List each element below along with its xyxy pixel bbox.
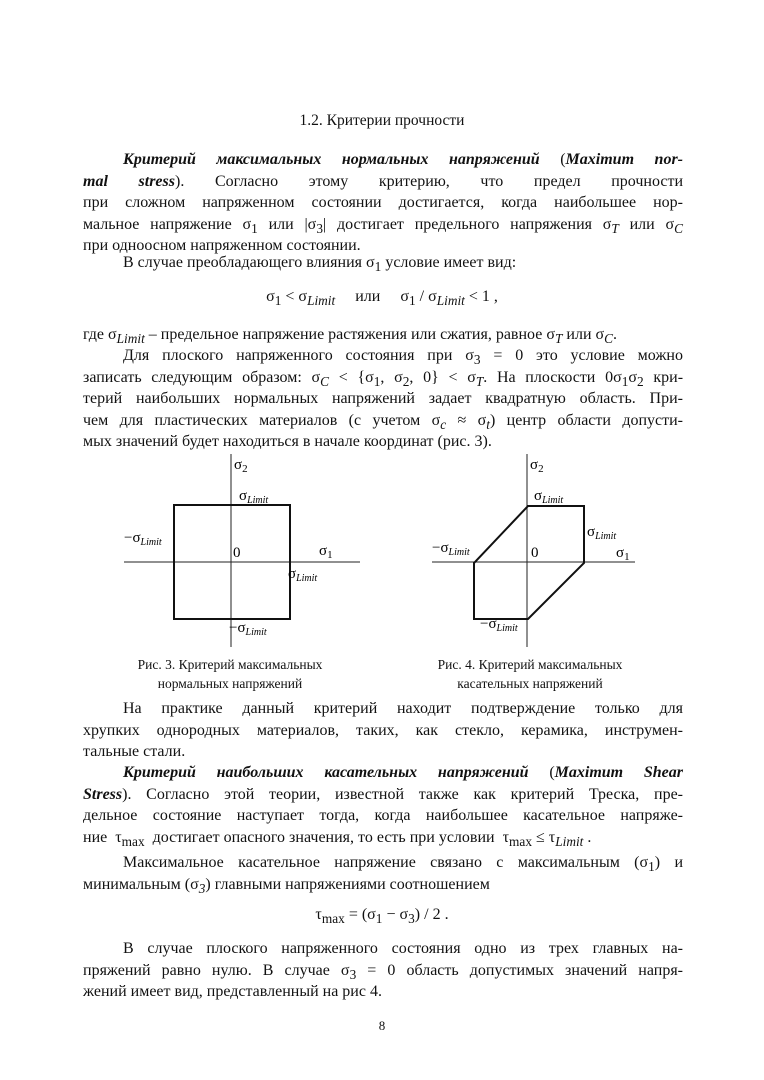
- label-neg-sigma-limit-left: $-\sigma_{Limit}$: [432, 540, 470, 558]
- paragraph-condition-intro: В случае преобладающего влияния $\sigma_1$ условие имеет вид:: [123, 254, 517, 275]
- label-origin: 0: [531, 545, 539, 561]
- figure-3-square-criterion: [120, 452, 360, 652]
- label-sigma2: $\sigma_2$: [530, 457, 544, 475]
- label-sigma1: $\sigma_1$: [616, 545, 630, 563]
- paragraph-shear-relation: Максимальное касательное напряжение связано с максимальным $(\sigma_1)$ и минимальным $(\sigma_3)$ главными напряжениями соотношением: [83, 854, 683, 896]
- figure-3-caption: Рис. 3. Критерий максимальных нормальных напряжений: [137, 657, 323, 691]
- label-sigma-limit-top: $\sigma_{Limit}$: [239, 488, 269, 506]
- paragraph-practice: На практике данный критерий находит подтверждение только для хрупких однородных материалов, таких, как стекло, керамика, инструмен- тальные стали.: [83, 700, 683, 760]
- paragraph-plane-stress: Для плоского напряженного состояния при $\sigma_3 = 0$ это условие можно записать следующим образом: $\sigma_C < \{\sigma_1$, $\sigma_2$, $0\} < \sigma_T$. На плоскости $0\sigma_1\sigma_2$ кри- терий наибольших нормальных напряжений задает квадратную область. При- чем для пластических материалов (с учетом $\sigma_c \approx \sigma_t$) центр области допусти- мых значений будет находиться в начале координат (рис. 3).: [83, 347, 684, 450]
- label-sigma-limit-top: $\sigma_{Limit}$: [534, 488, 564, 506]
- label-sigma2: $\sigma_2$: [234, 457, 248, 475]
- formula-normal-stress: $\sigma_1 < \sigma_{Limit}$ или $\sigma_1 / \sigma_{Limit} < 1$ ,: [266, 288, 498, 309]
- formula-tau-max: $\tau_{max} = (\sigma_1 - \sigma_3) / 2$ .: [315, 906, 449, 927]
- figure-4-caption: Рис. 4. Критерий максимальных касательных напряжений: [437, 657, 623, 691]
- label-neg-sigma-limit-left: $-\sigma_{Limit}$: [124, 530, 162, 548]
- section-title: 1.2. Критерии прочности: [299, 112, 465, 129]
- paragraph-plane-stress-shear: В случае плоского напряженного состояния одно из трех главных на- пряжений равно нулю. В случае $\sigma_3 = 0$ область допустимых значений напря- жений имеет вид, представленный на рис 4.: [83, 940, 684, 1000]
- paragraph-max-normal-stress: Критерий максимальных нормальных напряжений (Maximum nor- mal stress). Согласно этому критерию, что предел прочности при сложном напряженном состоянии достигается, когда наибольшее нор- мальное напряжение $\sigma_1$ или $|\sigma_3|$ достигает предельного напряжения $\sigma_T$ или $\sigma_C$ при одноосном напряженном состоянии.: [83, 151, 684, 254]
- paragraph-limit-definition: где $\sigma_{Limit}$ – предельное напряжение растяжения или сжатия, равное $\sigma_T$ или $\sigma_C$.: [83, 326, 618, 347]
- label-origin: 0: [233, 545, 241, 561]
- label-neg-sigma-limit-bottom: $-\sigma_{Limit}$: [480, 616, 518, 634]
- page-number: 8: [378, 1018, 386, 1033]
- label-neg-sigma-limit-bottom: $-\sigma_{Limit}$: [229, 620, 267, 638]
- figure-4-hexagon-criterion: [430, 452, 640, 652]
- label-sigma-limit-right: $\sigma_{Limit}$: [587, 524, 617, 542]
- label-sigma1: $\sigma_1$: [319, 543, 333, 561]
- paragraph-max-shear-stress: Критерий наибольших касательных напряжений (Maximum Shear Stress). Согласно этой теории, известной также как критерий Треска, пре- дельное состояние наступает тогда, когда наибольшее касательное напряже- ние $\tau_{max}$ достигает опасного значения, то есть при условии $\tau_{max} \le \tau_{Limit}$ .: [83, 764, 683, 849]
- label-sigma-limit-right: $\sigma_{Limit}$: [288, 566, 318, 584]
